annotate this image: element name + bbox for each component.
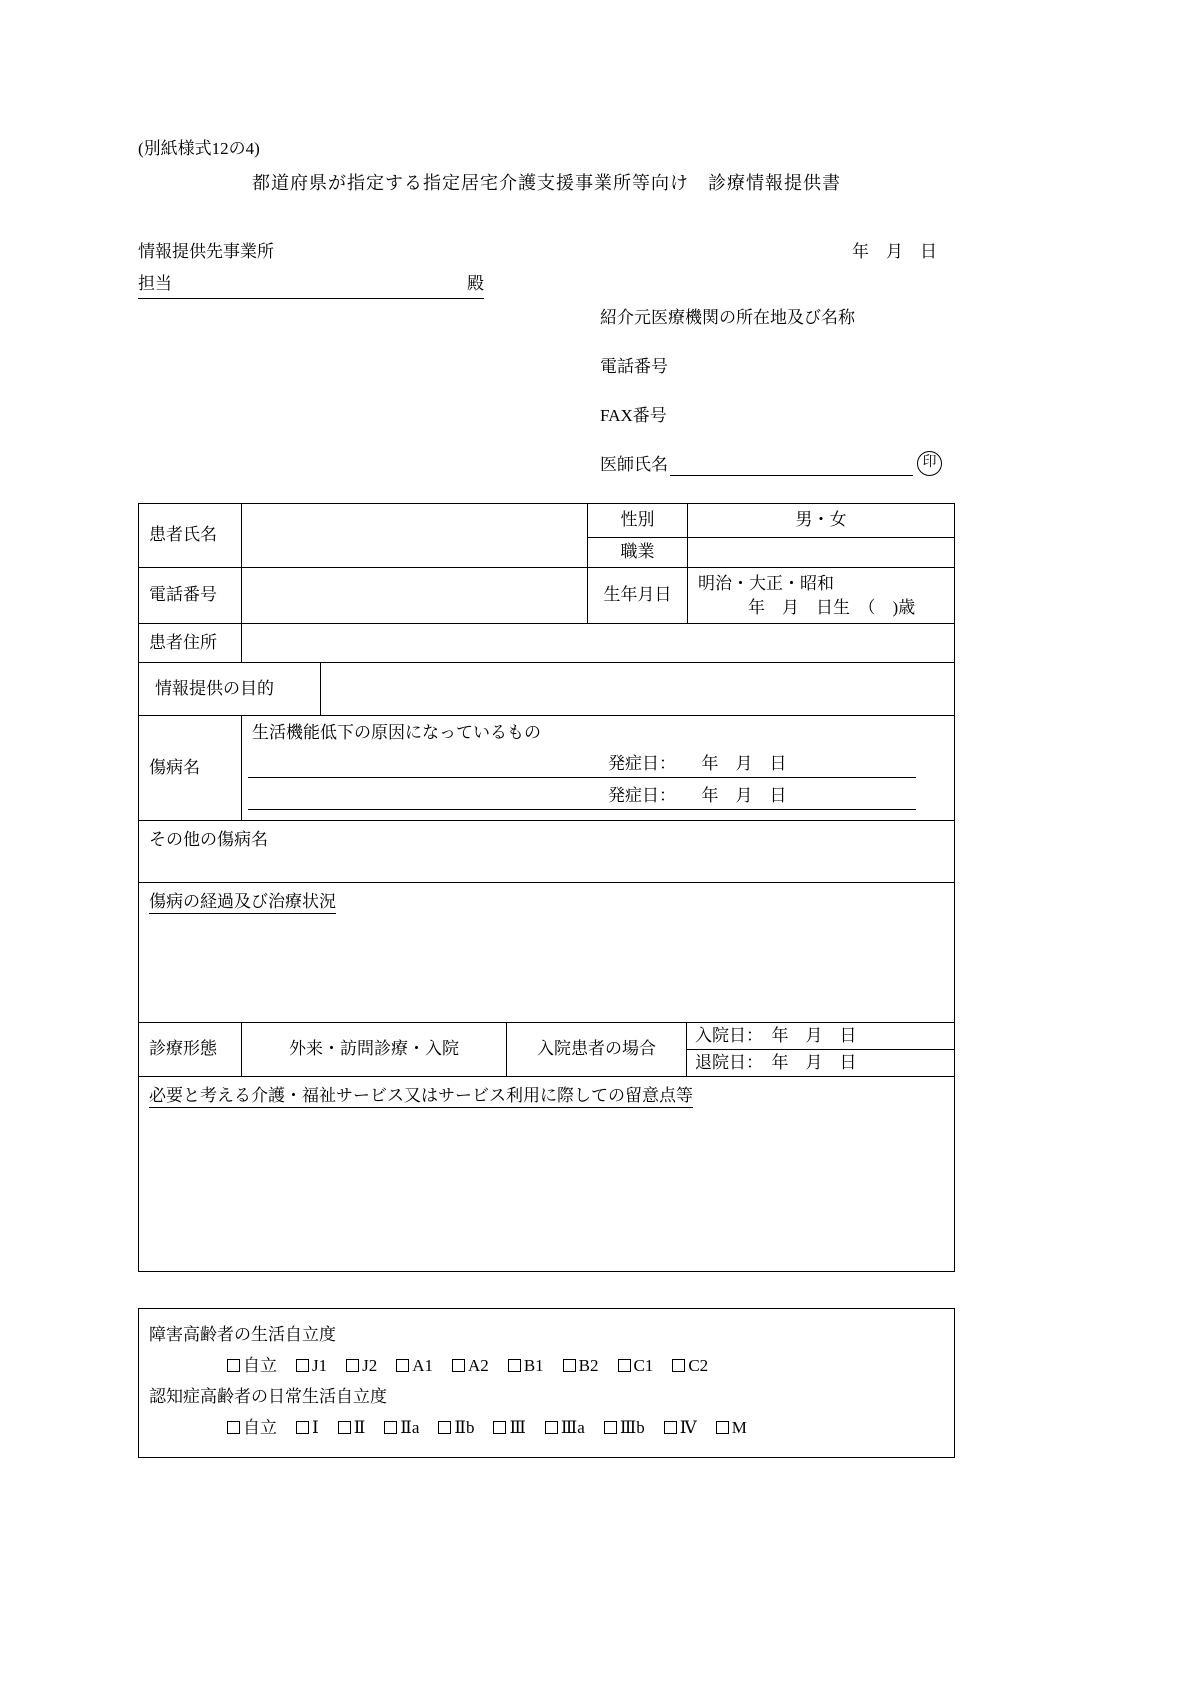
occupation-label: 職業	[588, 538, 688, 567]
row-course	[139, 883, 954, 1023]
attention-label: 担当	[138, 273, 172, 293]
checkbox-label: C2	[688, 1355, 709, 1375]
checkbox-icon[interactable]	[296, 1359, 309, 1372]
seal-icon: 印	[917, 451, 942, 476]
care-form-options[interactable]: 外来・訪問診療・入院	[242, 1023, 507, 1076]
service-notes-label: 必要と考える介護・福祉サービス又はサービス利用に際しての留意点等	[149, 1086, 693, 1108]
checkbox-dementia-3a[interactable]	[545, 1412, 585, 1443]
onset-date-label-2: 発症日： 年 月 日	[608, 785, 787, 805]
referrer-fax-label: FAX番号	[600, 405, 667, 425]
checkbox-dementia-3b[interactable]	[604, 1412, 645, 1443]
checkbox-label: Ⅰ	[312, 1417, 319, 1437]
checkbox-label: C1	[633, 1355, 654, 1375]
form-document	[138, 138, 955, 1458]
checkbox-icon[interactable]	[664, 1421, 677, 1434]
checkbox-label: 自立	[243, 1355, 277, 1375]
other-disease-field[interactable]	[139, 821, 954, 882]
referrer-block	[600, 307, 955, 476]
address-label: 患者住所	[139, 624, 242, 662]
disease-field[interactable]	[242, 716, 954, 820]
checkbox-icon[interactable]	[438, 1421, 451, 1434]
sex-options[interactable]: 男・女	[795, 510, 847, 530]
checkbox-dementia-2a[interactable]	[384, 1412, 419, 1443]
checkbox-label: Ⅳ	[679, 1417, 697, 1437]
provider-label: 情報提供先事業所	[138, 242, 274, 262]
checkbox-dementia-jiritsu[interactable]	[227, 1412, 277, 1443]
referrer-phone-label: 電話番号	[600, 356, 668, 376]
checkbox-disability-c1[interactable]	[618, 1350, 654, 1381]
checkbox-icon[interactable]	[545, 1421, 558, 1434]
checkbox-icon[interactable]	[338, 1421, 351, 1434]
row-other-disease	[139, 821, 954, 883]
checkbox-label: Ⅱa	[400, 1417, 420, 1437]
checkbox-label: A2	[468, 1355, 489, 1375]
phone-field[interactable]	[242, 568, 588, 623]
checkbox-icon[interactable]	[493, 1421, 506, 1434]
dementia-independence-title: 認知症高齢者の日常生活自立度	[149, 1386, 387, 1406]
checkbox-disability-a2[interactable]	[452, 1350, 489, 1381]
checkbox-icon[interactable]	[384, 1421, 397, 1434]
date-field[interactable]: 年 月 日	[852, 242, 937, 262]
checkbox-icon[interactable]	[346, 1359, 359, 1372]
checkbox-icon[interactable]	[227, 1421, 240, 1434]
checkbox-dementia-m[interactable]	[716, 1412, 747, 1443]
sex-occupation-column	[588, 504, 954, 567]
phone-label: 電話番号	[139, 568, 242, 623]
sex-row	[588, 504, 954, 538]
disability-independence-title: 障害高齢者の生活自立度	[149, 1324, 336, 1344]
checkbox-label: A1	[412, 1355, 434, 1375]
dementia-options-row	[139, 1412, 954, 1443]
checkbox-icon[interactable]	[618, 1359, 631, 1372]
birth-era-options[interactable]: 明治・大正・昭和	[698, 573, 834, 593]
checkbox-dementia-2[interactable]	[338, 1412, 366, 1443]
form-title: 都道府県が指定する指定居宅介護支援事業所等向け 診療情報提供書	[252, 173, 841, 194]
checkbox-dementia-2b[interactable]	[438, 1412, 474, 1443]
doctor-label: 医師氏名	[600, 454, 668, 474]
onset-date-label-1: 発症日： 年 月 日	[608, 753, 787, 773]
row-care-form	[139, 1023, 954, 1077]
checkbox-icon[interactable]	[296, 1421, 309, 1434]
checkbox-label: M	[731, 1417, 747, 1437]
service-notes-field[interactable]	[139, 1077, 954, 1271]
referrer-label: 紹介元医療機関の所在地及び名称	[600, 307, 855, 327]
checkbox-disability-j2[interactable]	[346, 1350, 377, 1381]
checkbox-icon[interactable]	[396, 1359, 409, 1372]
checkbox-disability-a1[interactable]	[396, 1350, 433, 1381]
checkbox-dementia-3[interactable]	[493, 1412, 525, 1443]
row-purpose	[139, 663, 954, 716]
form-number: (別紙様式12の4)	[138, 139, 260, 158]
admission-date-field[interactable]: 入院日： 年 月 日	[687, 1023, 954, 1050]
row-phone-birth	[139, 568, 954, 624]
checkbox-label: Ⅱb	[454, 1417, 475, 1437]
course-field[interactable]	[139, 883, 954, 1022]
birth-field[interactable]	[688, 568, 954, 623]
other-disease-label: その他の傷病名	[149, 829, 268, 849]
checkbox-label: Ⅲa	[560, 1417, 585, 1437]
checkbox-dementia-4[interactable]	[664, 1412, 697, 1443]
disease-cause-note: 生活機能低下の原因になっているもの	[252, 722, 541, 742]
patient-name-field[interactable]	[242, 504, 588, 567]
checkbox-icon[interactable]	[508, 1359, 521, 1372]
patient-name-label: 患者氏名	[139, 504, 242, 567]
independence-box	[138, 1308, 955, 1458]
purpose-label: 情報提供の目的	[139, 663, 321, 715]
doctor-row	[600, 454, 955, 476]
inpatient-dates-column	[687, 1023, 954, 1076]
doctor-signature-field[interactable]	[670, 456, 913, 476]
checkbox-disability-jiritsu[interactable]	[227, 1350, 277, 1381]
attention-honorific: 殿	[467, 273, 484, 293]
checkbox-label: Ⅱ	[353, 1417, 366, 1437]
checkbox-label: J1	[312, 1355, 328, 1375]
checkbox-disability-b2[interactable]	[563, 1350, 599, 1381]
row-address	[139, 624, 954, 663]
sex-label: 性別	[588, 504, 688, 537]
row-disease	[139, 716, 954, 821]
discharge-date-field[interactable]: 退院日： 年 月 日	[695, 1052, 857, 1072]
occupation-row	[588, 538, 954, 567]
checkbox-label: 自立	[243, 1417, 277, 1437]
disease-label: 傷病名	[139, 716, 242, 820]
checkbox-icon[interactable]	[716, 1421, 729, 1434]
patient-info-table	[138, 503, 955, 1272]
care-form-label: 診療形態	[139, 1023, 242, 1076]
birth-date-line[interactable]: 年 月 日生 （ )歳	[748, 598, 916, 618]
checkbox-label: Ⅲ	[509, 1417, 526, 1437]
birth-label: 生年月日	[588, 568, 688, 623]
row-service-notes	[139, 1077, 954, 1271]
checkbox-disability-j1[interactable]	[296, 1350, 327, 1381]
checkbox-icon[interactable]	[563, 1359, 576, 1372]
checkbox-icon[interactable]	[604, 1421, 617, 1434]
checkbox-icon[interactable]	[452, 1359, 465, 1372]
checkbox-disability-b1[interactable]	[508, 1350, 544, 1381]
disability-options-row	[139, 1350, 954, 1381]
checkbox-icon[interactable]	[227, 1359, 240, 1372]
purpose-field[interactable]	[321, 663, 954, 715]
checkbox-label: B2	[578, 1355, 599, 1375]
checkbox-dementia-1[interactable]	[296, 1412, 319, 1443]
checkbox-label: B1	[523, 1355, 544, 1375]
occupation-field[interactable]	[688, 538, 954, 567]
onset-date-field-2[interactable]	[248, 778, 916, 810]
attention-field[interactable]	[138, 273, 484, 299]
inpatient-case-label: 入院患者の場合	[507, 1023, 687, 1076]
row-patient-name	[139, 504, 954, 568]
checkbox-disability-c2[interactable]	[672, 1350, 708, 1381]
onset-date-field-1[interactable]	[248, 746, 916, 778]
attention-row	[138, 273, 955, 299]
checkbox-icon[interactable]	[672, 1359, 685, 1372]
provider-row	[138, 241, 955, 263]
checkbox-label: Ⅲb	[619, 1417, 645, 1437]
checkbox-label: J2	[362, 1355, 378, 1375]
course-label: 傷病の経過及び治療状況	[149, 892, 336, 914]
address-field[interactable]	[242, 624, 954, 662]
